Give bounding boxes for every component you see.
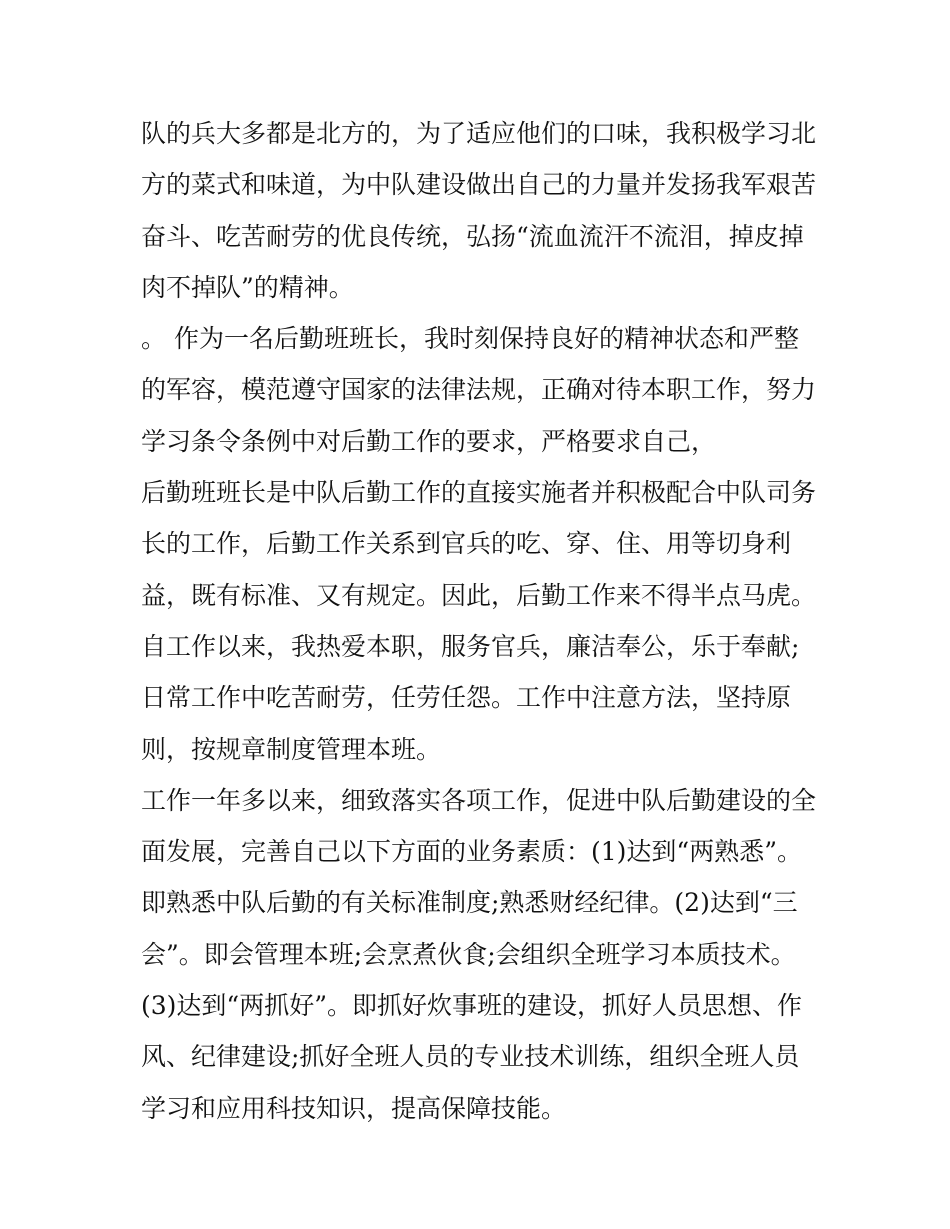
- text-line: 工作一年多以来，细致落实各项工作，促进中队后勤建设的全: [141, 785, 817, 815]
- text-line: 益，既有标准、又有规定。因此，后勤工作来不得半点马虎。: [141, 580, 817, 610]
- text-line: 。 作为一名后勤班班长，我时刻保持良好的精神状态和严整: [141, 324, 799, 354]
- text-line: 即熟悉中队后勤的有关标准制度;熟悉财经纪律。(2)达到“三: [141, 888, 798, 918]
- text-line: 肉不掉队”的精神。: [141, 272, 354, 302]
- text-line: (3)达到“两抓好”。即抓好炊事班的建设，抓好人员思想、作: [141, 991, 802, 1021]
- text-line: 自工作以来，我热爱本职，服务官兵，廉洁奉公，乐于奉献;: [141, 631, 800, 661]
- text-line: 后勤班班长是中队后勤工作的直接实施者并积极配合中队司务: [141, 478, 817, 508]
- text-line: 学习和应用科技知识，提高保障技能。: [141, 1093, 567, 1123]
- text-line: 的军容，模范遵守国家的法律法规，正确对待本职工作，努力: [141, 375, 817, 405]
- text-line: 则，按规章制度管理本班。: [141, 734, 442, 764]
- text-line: 长的工作，后勤工作关系到官兵的吃、穿、住、用等切身利: [141, 529, 792, 559]
- text-line: 风、纪律建设;抓好全班人员的专业技术训练，组织全班人员: [141, 1042, 800, 1072]
- body-text: [141, 108, 831, 1134]
- text-line: 学习条令条例中对后勤工作的要求，严格要求自己，: [141, 426, 717, 456]
- text-line: 队的兵大多都是北方的，为了适应他们的口味，我积极学习北: [141, 119, 817, 148]
- text-line: 方的菜式和味道，为中队建设做出自己的力量并发扬我军艰苦: [141, 170, 817, 200]
- text-line: 会”。即会管理本班;会烹煮伙食;会组织全班学习本质技术。: [141, 939, 796, 969]
- text-line: 面发展，完善自己以下方面的业务素质：(1)达到“两熟悉”。: [141, 837, 802, 867]
- text-line: 奋斗、吃苦耐劳的优良传统，弘扬“流血流汗不流泪，掉皮掉: [141, 221, 804, 251]
- text-line: 日常工作中吃苦耐劳，任劳任怨。工作中注意方法，坚持原: [141, 683, 792, 713]
